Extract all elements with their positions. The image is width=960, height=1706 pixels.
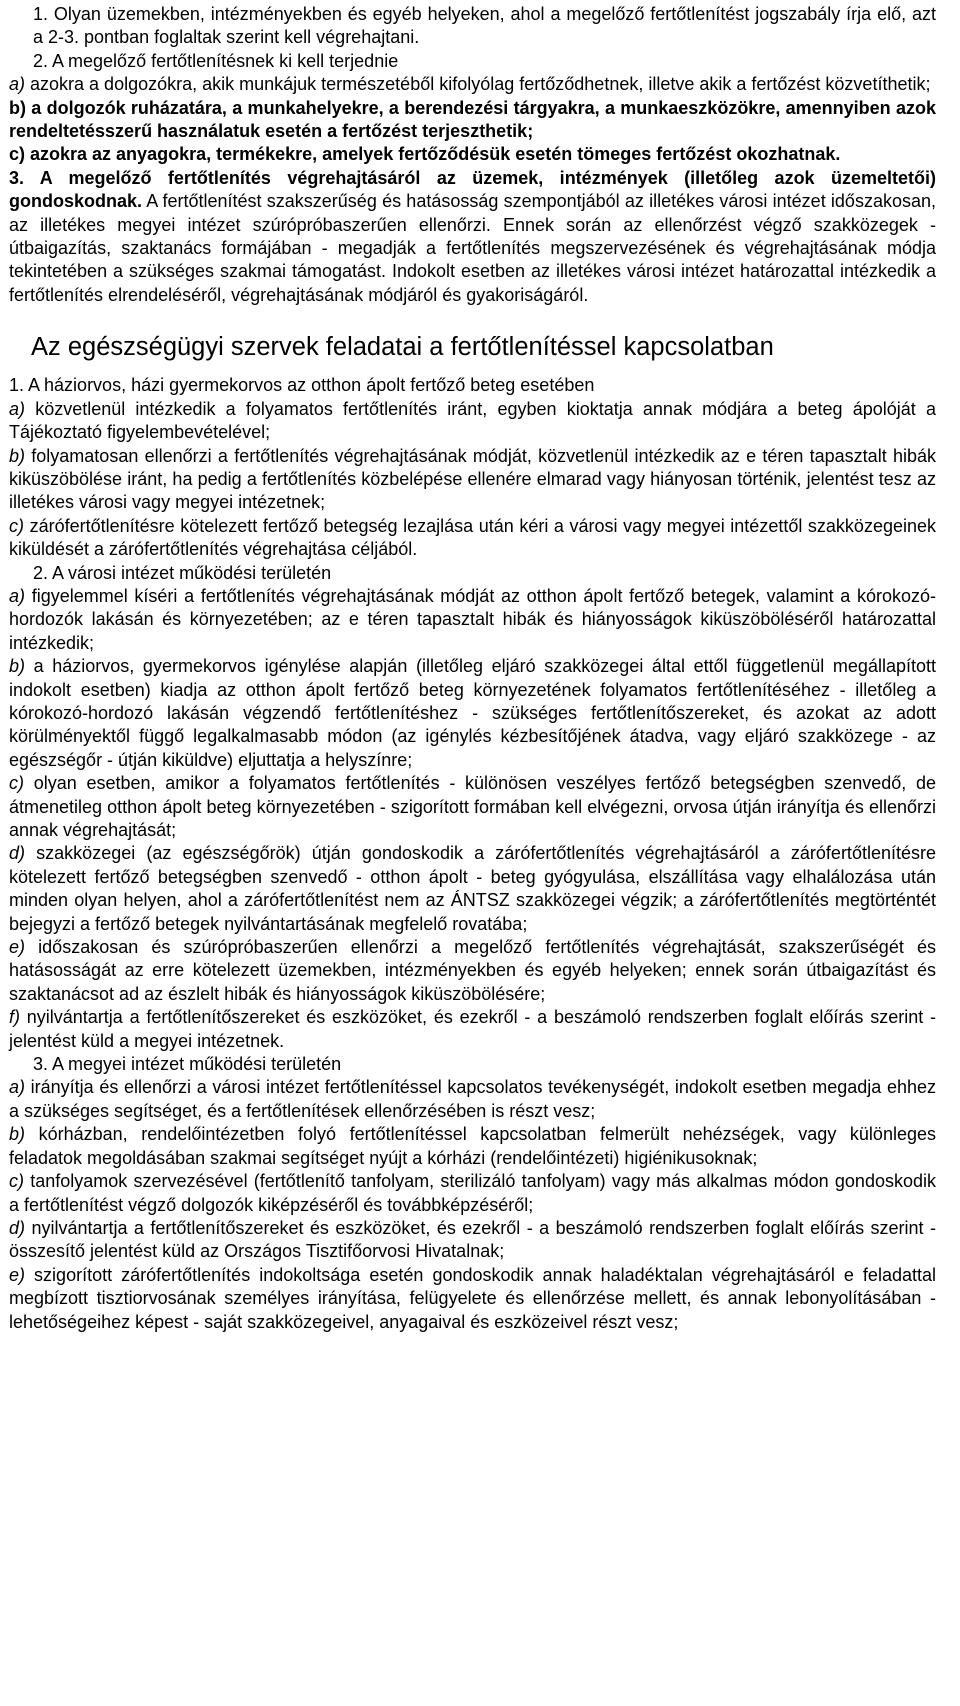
item-2c-text: c) azokra az anyagokra, termékekre, amelyek fertőződésük esetén tömeges fertőzést okozhatnak. [9,144,841,165]
county-item-b [9,1123,936,1170]
item-2a [9,73,936,96]
county-institute-title [9,1053,936,1076]
city-institute-title-text: 2. A városi intézet működési területén [33,562,332,583]
paragraph-2-text: 2. A megelőző fertőtlenítésnek ki kell terjednie [33,50,399,71]
item-2b-text: b) a dolgozók ruházatára, a munkahelyekre, a berendezési tárgyakra, a munkaeszközökre, amennyiben azok rendeltetésszerű használatuk esetén a fertőzést terjeszthetik; [9,97,936,142]
gp-item-b-marker: b) [9,445,26,466]
city-item-d-marker: d) [9,843,26,864]
county-item-b-marker: b) [9,1124,26,1145]
city-institute-title [9,562,936,585]
county-item-a-marker: a) [9,1077,26,1098]
gp-item-a-marker: a) [9,398,26,419]
county-item-c-marker: c) [9,1171,24,1192]
gp-item-c-marker: c) [9,515,24,536]
county-item-d-text: nyilvántartja a fertőtlenítőszereket és eszközöket, és ezekről - a beszámoló rendszerben foglalt előírás szerint - összesítő jelentést küld az Országos Tisztifőorvosi Hivatalnak; [9,1217,936,1262]
county-item-a [9,1076,936,1123]
county-item-a-text: irányítja és ellenőrzi a városi intézet fertőtlenítéssel kapcsolatos tevékenységét, indokolt esetben megadja ehhez a szükséges segítséget, és a fertőtlenítések ellenőrzésében is részt vesz; [9,1077,936,1121]
gp-item-b-text: folyamatosan ellenőrzi a fertőtlenítés végrehajtásának módját, közvetlenül intézkedik az e téren tapasztalt hibák kiküszöbölése iránt, ha pedig a fertőtlenítés közbelépése ellenére elmarad vagy hiányosan történik, jelentést tesz az illetékes városi vagy megyei intézetnek; [9,445,936,513]
county-item-c [9,1170,936,1217]
gp-item-c [9,515,936,562]
gp-paragraph-text: 1. A háziorvos, házi gyermekorvos az otthon ápolt fertőző beteg esetében [9,375,595,396]
gp-paragraph [9,374,936,397]
county-institute-title-text: 3. A megyei intézet működési területén [33,1054,342,1075]
city-item-b-text: a háziorvos, gyermekorvos igénylése alapján (illetőleg eljáró szakközegei által ettől függetlenül megállapított indokolt esetben) kiadja az otthon ápolt fertőző beteg környezetének folyamatos fertőtlenítéséhez - illetőleg a kórokozó-hordozó lakásán végzendő fertőtlenítéshez - szükséges fertőtlenítőszereket, és azokat az adott körülményektől függő legalkalmasabb módon (az igénylés kézbesítőjének átadva, vagy eljáró szakközege - az egészségőr - útján kiküldve) eljuttatja a helyszínre; [9,656,936,770]
paragraph-3-bold: 3. A megelőző fertőtlenítés végrehajtásáról az üzemek, intézmények (illetőleg azok üzemeltetői) gondoskodnak. [9,167,936,212]
section-heading: Az egészségügyi szervek feladatai a fertőtlenítéssel kapcsolatban [31,333,774,362]
paragraph-3-text: A fertőtlenítést szakszerűség és hatásosság szempontjából az illetékes városi intézet időszakosan, az illetékes megyei intézet szúrópróbaszerűen ellenőrzi. Ennek során az ellenőrzést végző szakközegek - útbaigazítás, szaktanács formájában - megadják a fertőtlenítés megszervezésének és végrehajtásának módja tekintetében a szükséges szakmai támogatást. Indokolt esetben az illetékes városi intézet határozattal intézkedik a fertőtlenítés elrendeléséről, végrehajtásának módjáról és gyakoriságáról. [9,191,936,305]
paragraph-1 [9,3,936,50]
gp-item-a-text: közvetlenül intézkedik a folyamatos fertőtlenítés iránt, egyben kioktatja annak módjára a beteg ápolóját a Tájékoztató figyelembevételével; [9,398,936,443]
city-item-d-text: szakközegei (az egészségőrök) útján gondoskodik a zárófertőtlenítés végrehajtásáról a zárófertőtlenítésre kötelezett fertőző betegségben szenvedő - otthon ápolt - beteg gyógyulása, elszállítása vagy elhalálozása után minden olyan helyen, ahol a zárófertőtlenítést nem az ÁNTSZ szakközegei végzik; a zárófertőtlenítés megtörténtét bejegyzi a fertőző betegek nyilvántartásának megfelelő rovatába; [9,843,936,934]
item-2a-marker: a) [9,74,26,95]
city-item-a [9,585,936,655]
city-item-f-text: nyilvántartja a fertőtlenítőszereket és eszközöket, és ezekről - a beszámoló rendszerben foglalt előírás szerint - jelentést küld a megyei intézetnek. [9,1007,936,1051]
county-item-d [9,1217,936,1264]
county-item-e [9,1264,936,1334]
county-item-e-marker: e) [9,1264,26,1285]
county-item-e-text: szigorított zárófertőtlenítés indokoltsága esetén gondoskodik annak haladéktalan végrehajtásáról e feladattal megbízott tisztiorvosának személyes irányítása, felügyelete és ellenőrzése mellett, és annak lebonyolításában - lehetőségeihez képest - saját szakközegeivel, anyagaival és eszközeivel részt vesz; [9,1264,936,1332]
city-item-b [9,655,936,772]
city-item-a-text: figyelemmel kíséri a fertőtlenítés végrehajtásának módját az otthon ápolt fertőző betegek, valamint a kórokozó-hordozók lakásán és környezetében; az e téren tapasztalt hibák és hiányosságok kiküszöböléséről határozattal intézkedik; [9,585,936,653]
paragraph-1-text: 1. Olyan üzemekben, intézményekben és egyéb helyeken, ahol a megelőző fertőtlenítést jogszabály írja elő, azt a 2-3. pontban foglaltak szerint kell végrehajtani. [33,4,936,48]
city-item-a-marker: a) [9,585,26,606]
city-item-c-marker: c) [9,773,24,794]
paragraph-3 [9,167,936,307]
city-item-f [9,1006,936,1053]
city-item-c [9,772,936,842]
gp-item-b [9,445,936,515]
gp-item-c-text: zárófertőtlenítésre kötelezett fertőző betegség lezajlása után kéri a városi vagy megyei intézettől szakközegeinek kiküldését a zárófertőtlenítés végrehajtása céljából. [9,515,936,560]
county-item-d-marker: d) [9,1217,26,1238]
county-item-b-text: kórházban, rendelőintézetben folyó fertőtlenítéssel kapcsolatban felmerült nehézségek, vagy különleges feladatok megoldásában szakmai segítséget nyújt a kórházi (rendelőintézeti) higiénikusoknak; [9,1124,936,1168]
city-item-e-text: időszakosan és szúrópróbaszerűen ellenőrzi a megelőző fertőtlenítés végrehajtását, szakszerűségét és hatásosságát az erre kötelezett üzemekben, intézményekben és egyéb helyeken; ennek során útbaigazítást és szaktanácsot ad az észlelt hibák és hiányosságok kiküszöbölésére; [9,937,936,1004]
city-item-f-marker: f) [9,1007,20,1028]
gp-item-a [9,398,936,445]
item-2b [9,97,936,144]
city-item-d [9,842,936,936]
county-item-c-text: tanfolyamok szervezésével (fertőtlenítő tanfolyam, sterilizáló tanfolyam) vagy más alkalmas módon gondoskodik a fertőtlenítést végző dolgozók kiképzéséről és továbbképzéséről; [9,1171,936,1215]
city-item-b-marker: b) [9,656,26,677]
paragraph-2 [9,50,936,73]
item-2c [9,143,936,166]
city-item-e-marker: e) [9,937,26,958]
item-2a-text: azokra a dolgozókra, akik munkájuk természetéből kifolyólag fertőződhetnek, illetve akik a fertőzést közvetíthetik; [25,74,931,95]
city-item-e [9,936,936,1006]
city-item-c-text: olyan esetben, amikor a folyamatos fertőtlenítés - különösen veszélyes fertőző betegségben szenvedő, de átmenetileg otthon ápolt beteg környezetében - szigorított formában kell elvégezni, orvosa útján irányítja és ellenőrzi annak végrehajtását; [9,773,936,840]
